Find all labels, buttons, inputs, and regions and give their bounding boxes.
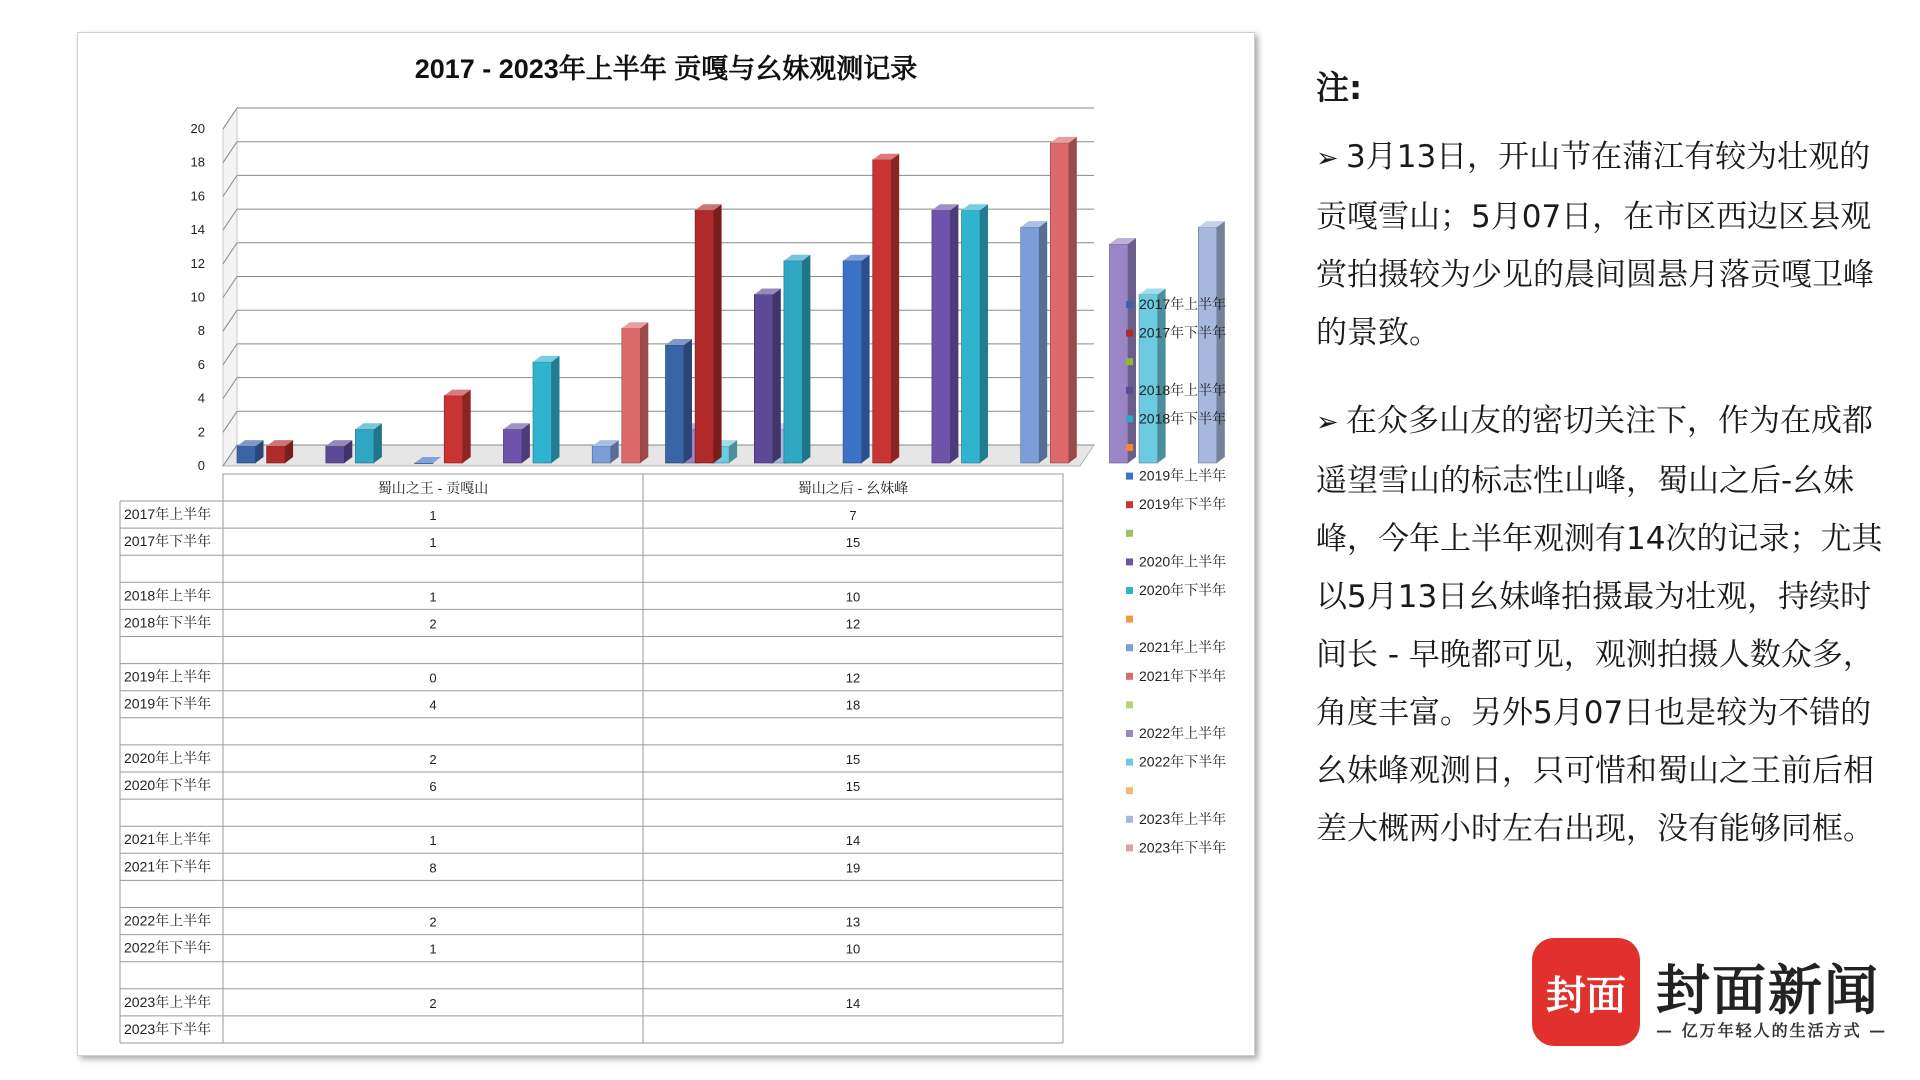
y-tick-label: 16 (190, 188, 205, 204)
table-cell-value: 1 (429, 535, 437, 551)
bar (1110, 238, 1137, 463)
bar-front (503, 429, 522, 463)
arrow-bullet-icon: ➢ (1316, 143, 1339, 174)
bar-side (950, 204, 958, 463)
table-cell-value: 10 (845, 589, 861, 605)
bar-side (684, 339, 692, 463)
chart-title: 2017 - 2023年上半年 贡嘎与幺妹观测记录 (414, 54, 918, 84)
y-tick-label: 2 (197, 424, 205, 440)
table-row-label: 2023年下半年 (124, 1020, 212, 1037)
bar-front (444, 396, 463, 463)
table-row-label: 2017年下半年 (124, 533, 212, 550)
legend-swatch (1126, 673, 1133, 680)
y-tick-label: 10 (190, 289, 205, 305)
y-tick-label: 18 (190, 154, 205, 170)
bar-front (1050, 143, 1069, 463)
legend-swatch (1126, 387, 1133, 394)
legend-swatch (1126, 759, 1133, 766)
y-tick-label: 4 (197, 390, 205, 406)
legend-swatch (1126, 816, 1133, 823)
bar (754, 289, 781, 464)
bar-side (1128, 238, 1136, 463)
bar (1050, 137, 1077, 463)
bar (666, 339, 693, 463)
legend-swatch (1126, 530, 1133, 537)
legend-swatch (1126, 616, 1133, 623)
table-cell-value: 12 (845, 670, 861, 686)
table-cell-value: 2 (429, 616, 437, 632)
legend-swatch (1126, 787, 1133, 794)
bar-front (533, 362, 552, 463)
bar (503, 423, 530, 463)
bar-side (980, 204, 988, 463)
y-tick-label: 8 (197, 323, 205, 339)
legend-label: 2021年上半年 (1139, 639, 1227, 656)
bar (592, 440, 619, 463)
table-row-label: 2020年上半年 (124, 749, 212, 766)
note-paragraph-2-text: 在众多山友的密切关注下，作为在成都遥望雪山的标志性山峰，蜀山之后-幺妹峰，今年上半年观测有14次的记录；尤其以5月13日幺妹峰拍摄最为壮观，持续时间长 - 早晚都可见，观测拍摄人数众多，角度丰富。另外5月07日也是较为不错的幺妹峰观测日，只可惜和蜀山之王前后相差大概两小时左右出现，没有能够同框。 (1316, 403, 1883, 847)
bar (267, 440, 294, 463)
table-cell-value: 6 (429, 779, 437, 794)
legend-swatch (1126, 358, 1133, 365)
bar-side (522, 423, 530, 463)
bar-front (754, 295, 773, 464)
legend-swatch (1126, 844, 1133, 851)
legend-label: 2019年上半年 (1139, 467, 1227, 484)
bar-front (1021, 227, 1039, 463)
table-cell-value: 0 (429, 670, 437, 686)
y-tick-label: 12 (190, 255, 205, 271)
bar (1139, 289, 1166, 464)
bar-front (666, 345, 685, 463)
y-tick-label: 20 (190, 121, 205, 136)
bar-front (932, 210, 951, 463)
bar (326, 440, 353, 463)
bar (873, 154, 900, 463)
legend-swatch (1126, 301, 1133, 308)
legend-label: 2021年下半年 (1139, 667, 1227, 684)
table-cell-value: 1 (429, 941, 437, 957)
bar-side (374, 423, 382, 463)
bar (237, 440, 264, 463)
bar-side (1069, 137, 1077, 463)
notes-panel (1316, 62, 1901, 888)
table-row-label: 2018年上半年 (124, 587, 212, 604)
bar-side (773, 289, 781, 464)
table-cell-value: 18 (845, 697, 861, 713)
table-cell-value: 15 (845, 779, 861, 794)
legend-swatch (1126, 501, 1133, 508)
bar-chart (78, 33, 1254, 1055)
legend-swatch (1126, 415, 1133, 422)
legend-label: 2020年上半年 (1139, 553, 1227, 570)
table-row-label: 2021年下半年 (124, 858, 212, 875)
legend-label: 2018年下半年 (1139, 410, 1227, 427)
table-cell-value: 15 (845, 751, 861, 767)
bar (962, 204, 989, 463)
logo-name: 封面新闻 (1656, 958, 1880, 1022)
bar-front (622, 328, 641, 463)
bar (784, 255, 811, 463)
bar (932, 204, 959, 463)
table-row-label: 2019年上半年 (124, 668, 212, 685)
table-cell-value: 14 (845, 833, 861, 849)
bar (444, 390, 471, 463)
legend-swatch (1126, 473, 1133, 480)
bar-side (862, 255, 870, 463)
legend-label: 2017年上半年 (1139, 296, 1227, 312)
bar-front (695, 210, 714, 463)
bar-front (267, 446, 286, 463)
bar-front (1139, 295, 1158, 464)
legend-swatch (1126, 558, 1133, 565)
chart-panel (77, 32, 1255, 1056)
arrow-bullet-icon: ➢ (1316, 407, 1339, 438)
bar-side (802, 255, 810, 463)
bar-side (1039, 221, 1047, 463)
bar-front (843, 261, 862, 463)
bar (355, 423, 382, 463)
bar-side (640, 322, 648, 463)
legend-label: 2018年上半年 (1139, 381, 1227, 398)
legend-label: 2020年下半年 (1139, 582, 1227, 598)
legend-label: 2023年下半年 (1139, 839, 1227, 856)
table-cell-value: 1 (429, 589, 437, 605)
note-paragraph-1-text: 3月13日，开山节在蒲江有较为壮观的贡嘎雪山；5月07日，在市区西边区县观赏拍摄较为少见的晨间圆悬月落贡嘎卫峰的景致。 (1316, 139, 1874, 351)
logo-mark-icon: 封面 (1532, 938, 1640, 1046)
logo-slogan: — 亿万年轻人的生活方式 — (1656, 1021, 1888, 1040)
table-cell-value: 14 (845, 995, 861, 1011)
legend-label: 2017年下半年 (1139, 324, 1227, 341)
legend-label: 2019年下半年 (1139, 496, 1227, 513)
table-row-label: 2023年上半年 (124, 993, 212, 1010)
legend-label: 2022年下半年 (1139, 753, 1227, 770)
table-cell-value: 1 (429, 508, 437, 523)
note-paragraph-2 (1316, 392, 1901, 858)
legend-label: 2022年上半年 (1139, 725, 1227, 741)
bar-front (415, 463, 434, 464)
plot-area (191, 108, 1225, 473)
note-paragraph-1 (1316, 128, 1901, 362)
bar-front (1110, 244, 1129, 463)
table-cell-value: 15 (845, 535, 861, 551)
table-row-label: 2019年下半年 (124, 695, 212, 712)
brand-logo (1532, 938, 1892, 1050)
table-row-label: 2021年上半年 (124, 831, 212, 848)
bar (1198, 221, 1225, 463)
table-row-label: 2022年上半年 (124, 912, 212, 929)
bar-front (962, 210, 981, 463)
table-cell-value: 2 (429, 751, 437, 767)
y-tick-label: 14 (190, 222, 205, 238)
table-row-label: 2020年下半年 (124, 777, 212, 793)
table-cell-value: 2 (429, 914, 437, 930)
legend-swatch (1126, 444, 1133, 451)
bar-front (326, 446, 345, 463)
table-column-header: 蜀山之后 - 幺妹峰 (797, 480, 909, 496)
legend-label: 2023年上半年 (1139, 810, 1227, 827)
y-tick-label: 0 (197, 458, 205, 473)
bar (622, 322, 649, 463)
table-cell-value: 7 (849, 508, 857, 523)
table-row-label: 2022年下半年 (124, 939, 212, 956)
bar-side (714, 204, 722, 463)
table-row-label: 2018年下半年 (124, 614, 212, 631)
bar (1021, 221, 1047, 463)
table-cell-value: 2 (429, 995, 437, 1011)
data-table (120, 474, 1063, 1043)
notes-title: 注: (1316, 68, 1363, 107)
table-cell-value: 12 (845, 616, 861, 632)
table-row-label: 2017年上半年 (124, 506, 212, 522)
table-cell-value: 8 (429, 860, 437, 876)
table-cell-value: 10 (845, 941, 861, 957)
bar-side (552, 356, 560, 463)
bar-side (463, 390, 471, 463)
bar-side (1217, 221, 1225, 463)
bar-front (355, 429, 374, 463)
bar-front (237, 446, 256, 463)
bar (843, 255, 870, 463)
table-cell-value: 1 (429, 833, 437, 849)
table-column-header: 蜀山之王 - 贡嘎山 (377, 480, 489, 496)
legend-swatch (1126, 587, 1133, 594)
bar-side (891, 154, 899, 463)
bar (695, 204, 722, 463)
legend-swatch (1126, 644, 1133, 651)
bar-front (784, 261, 803, 463)
table-cell-value: 13 (845, 914, 861, 930)
legend-swatch (1126, 330, 1133, 337)
bar-front (592, 446, 611, 463)
legend-swatch (1126, 701, 1133, 708)
bar-side (1158, 289, 1166, 464)
table-cell-value: 4 (429, 697, 437, 713)
bar-front (1198, 227, 1217, 463)
table-cell-value: 19 (845, 860, 861, 876)
y-tick-label: 6 (197, 356, 205, 372)
bar (533, 356, 560, 463)
legend-swatch (1126, 730, 1133, 737)
bar-front (873, 160, 892, 463)
